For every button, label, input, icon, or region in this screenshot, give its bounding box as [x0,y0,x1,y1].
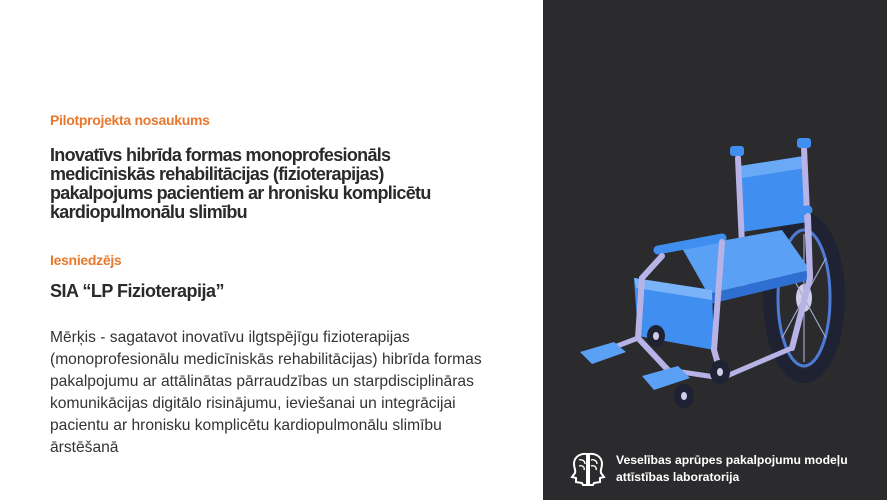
project-title: Inovatīvs hibrīda formas monoprofesionāls medicīniskās rehabilitācijas (fizioterapijas) pakalpojums pacientiem ar hronisku komplicētu kardiopulmonālu slimību [50,145,431,222]
submitter-label: Iesniedzējs [50,252,122,268]
footer-org-line-1: Veselības aprūpes pakalpojumu modeļu [616,453,848,467]
goal-text: Mērķis - sagatavot inovatīvu ilgtspējīgu fizioterapijas (monoprofesionālu medicīniskās rehabilitācijas) hibrīda formas pakalpojumu ar attālinātas pārraudzības un starpdisciplināras komunikācijas digitālo risinājumu, ieviešanai un integrācijai pacientu ar hronisku komplicētu kardiopulmonālu slimību ārstēšanā [50,329,482,456]
wheelchair-icon [572,138,872,413]
footer-org-name [616,452,876,486]
two-heads-profile-icon [568,450,608,486]
submitter-name: SIA “LP Fizioterapija” [50,281,225,301]
footer-org-line-2: attīstības laboratorija [616,470,740,484]
project-label: Pilotprojekta nosaukums [50,112,210,128]
